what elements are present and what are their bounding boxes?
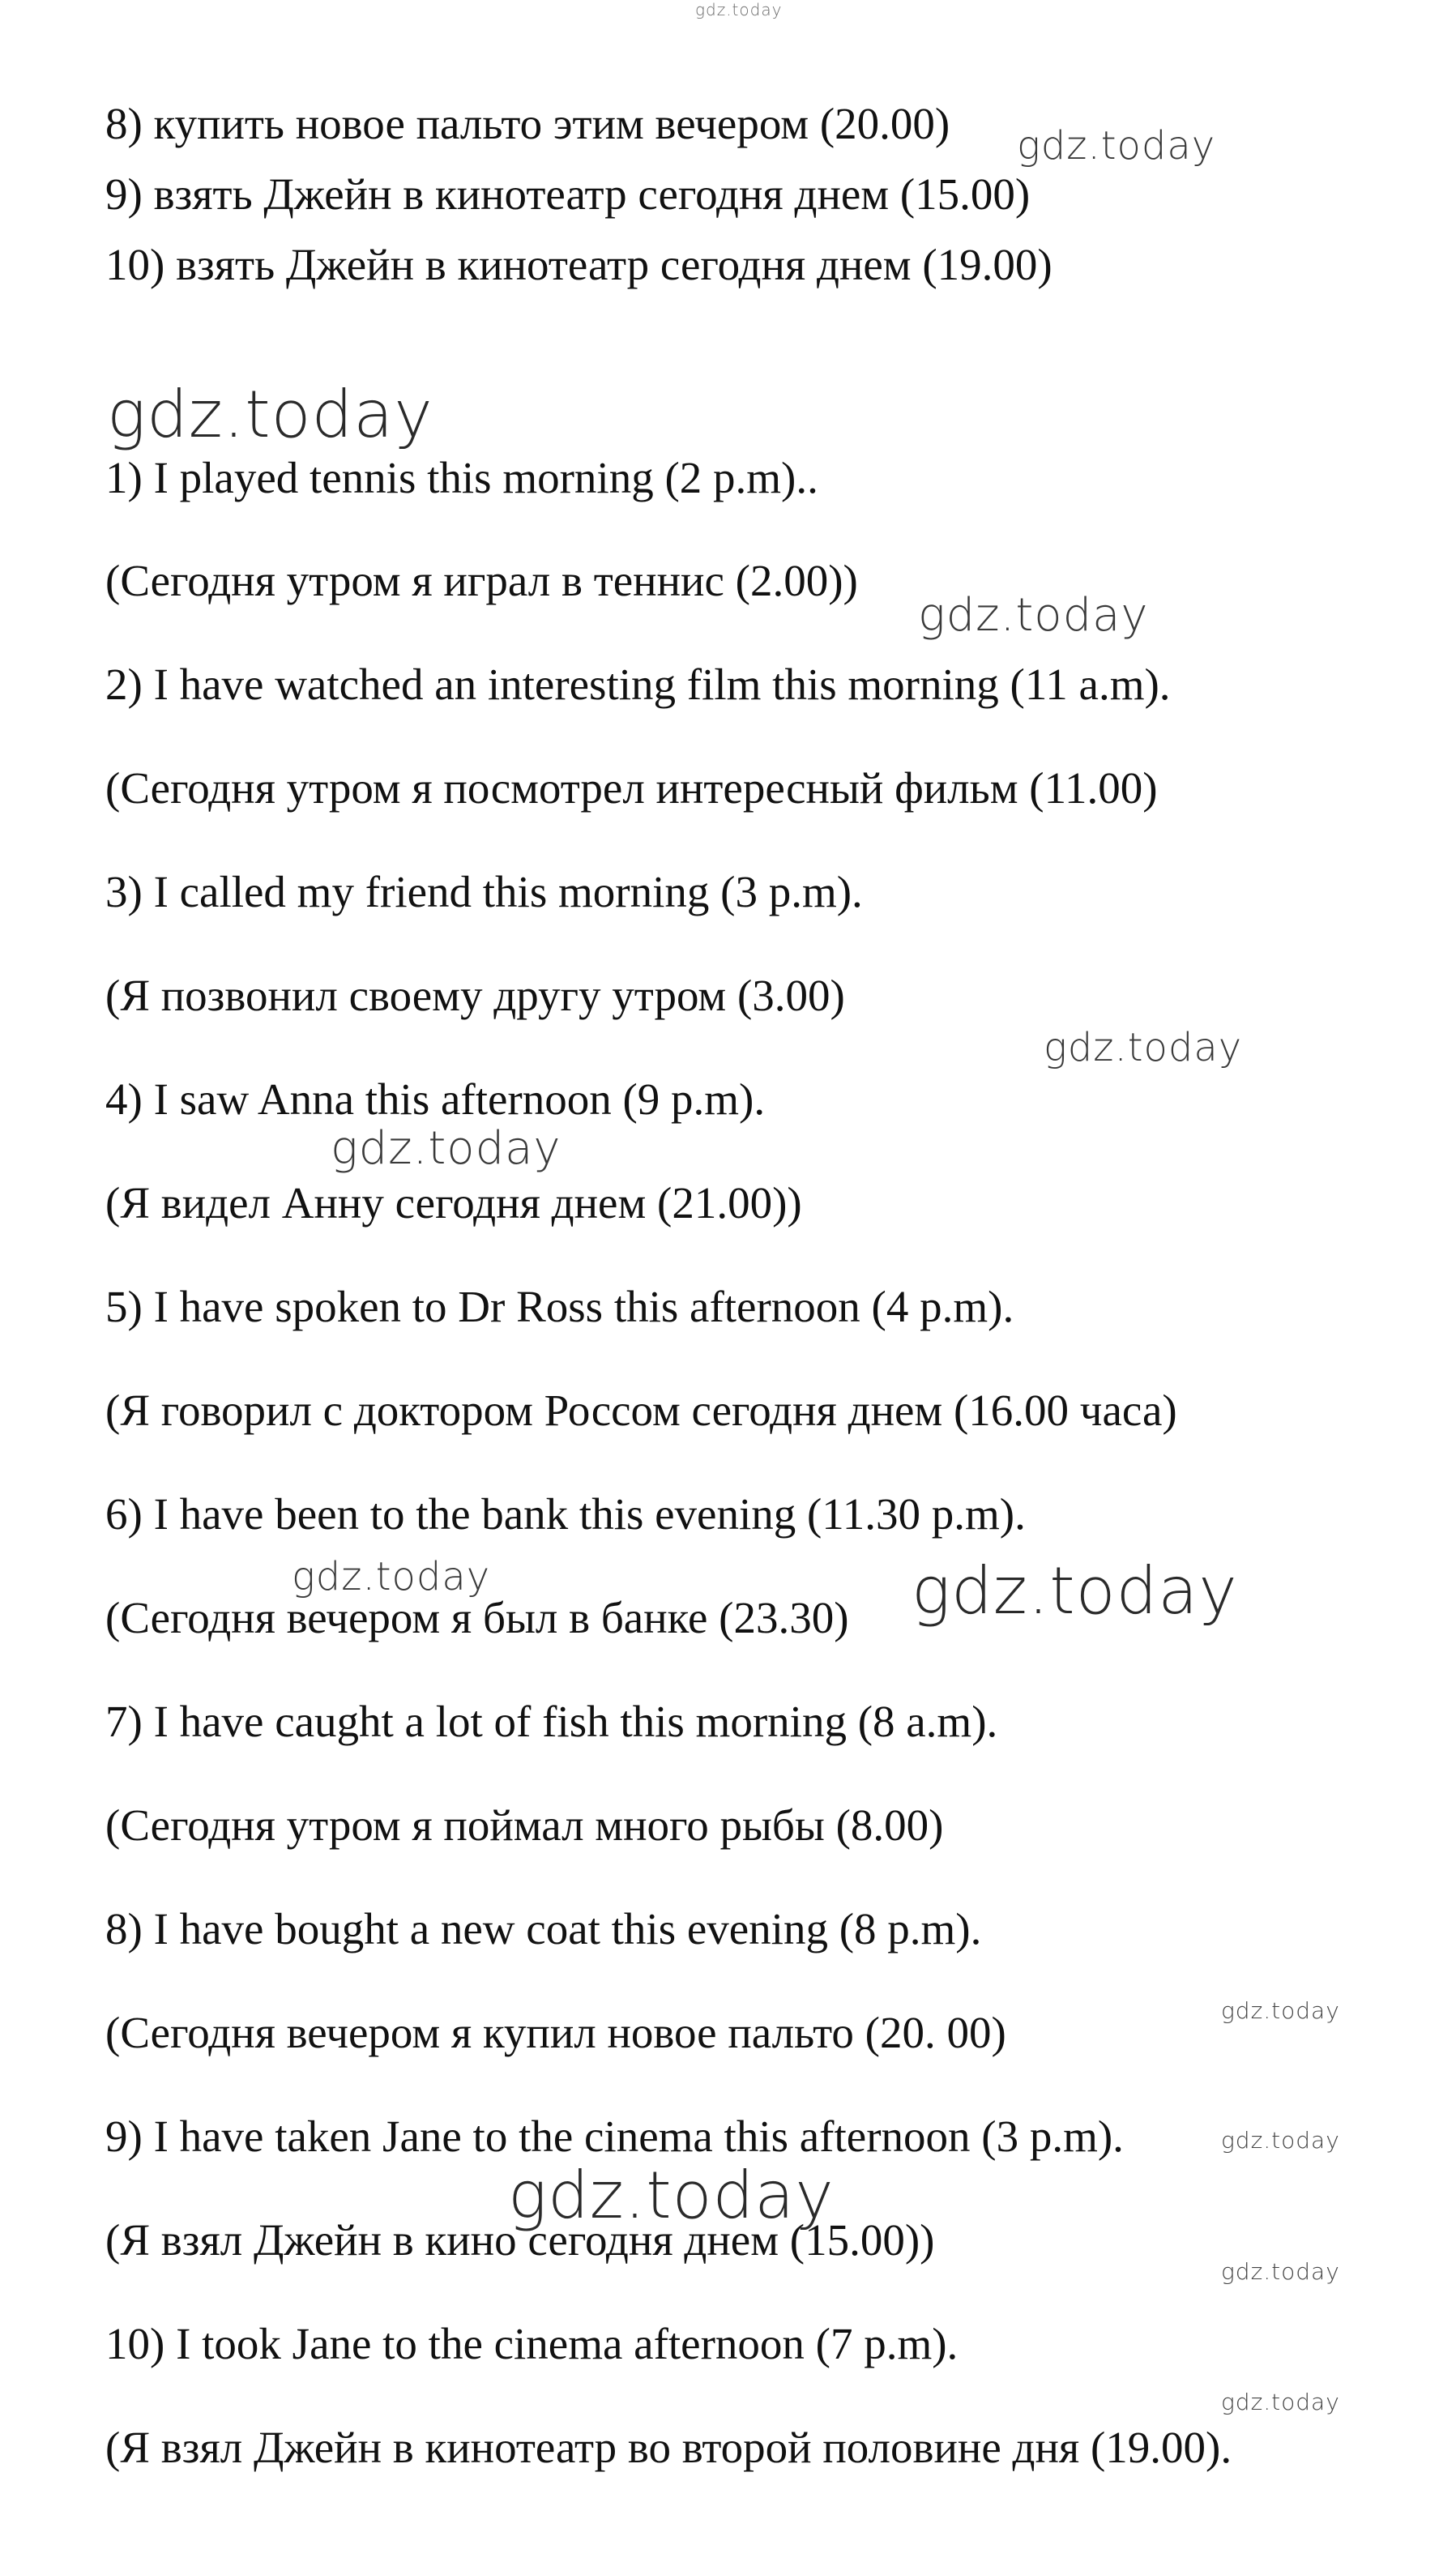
answer-en: 6) I have been to the bank this evening (11.30 p.m). [105, 1489, 1026, 1539]
watermark: gdz.today [912, 1553, 1238, 1629]
watermark: gdz.today [331, 1122, 561, 1175]
answer-en: 9) I have taken Jane to the cinema this afternoon (3 p.m). [105, 2112, 1124, 2161]
watermark: gdz.today [695, 0, 783, 19]
watermark: gdz.today [918, 589, 1149, 642]
answer-ru: (Я позвонил своему другу утром (3.00) [105, 971, 845, 1020]
answer-en: 1) I played tennis this morning (2 p.m).. [105, 453, 818, 502]
watermark: gdz.today [1221, 2127, 1340, 2154]
answer-ru: (Я говорил с доктором Россом сегодня днем (16.00 часа) [105, 1386, 1177, 1435]
answer-en: 7) I have caught a lot of fish this morning (8 a.m). [105, 1697, 998, 1746]
answer-en: 10) I took Jane to the cinema afternoon (7 p.m). [105, 2319, 959, 2368]
watermark: gdz.today [1221, 2258, 1340, 2285]
watermark: gdz.today [1017, 123, 1216, 169]
answer-ru: (Я видел Анну сегодня днем (21.00)) [105, 1178, 802, 1228]
answer-en: 5) I have spoken to Dr Ross this afternoon (4 p.m). [105, 1282, 1014, 1331]
answer-ru: (Сегодня вечером я купил новое пальто (20. 00) [105, 2008, 1006, 2057]
answer-ru: (Сегодня утром я посмотрел интересный фильм (11.00) [105, 763, 1158, 813]
watermark: gdz.today [292, 1554, 491, 1599]
watermark: gdz.today [508, 2158, 835, 2233]
answer-en: 8) I have bought a new coat this evening (8 p.m). [105, 1904, 982, 1954]
task-line: 8) купить новое пальто этим вечером (20.00) [105, 99, 950, 148]
answer-en: 4) I saw Anna this afternoon (9 p.m). [105, 1074, 766, 1124]
answer-ru: (Сегодня утром я играл в теннис (2.00)) [105, 556, 858, 605]
watermark: gdz.today [1044, 1025, 1243, 1070]
task-line: 10) взять Джейн в кинотеатр сегодня днем (19.00) [105, 240, 1053, 289]
answer-en: 3) I called my friend this morning (3 p.m). [105, 867, 863, 916]
task-line: 9) взять Джейн в кинотеатр сегодня днем (15.00) [105, 169, 1031, 219]
watermark: gdz.today [107, 377, 433, 452]
answer-ru: (Я взял Джейн в кинотеатр во второй половине дня (19.00). [105, 2423, 1232, 2472]
answer-ru: (Я взял Джейн в кино сегодня днем (15.00)) [105, 2215, 935, 2265]
answer-ru: (Сегодня вечером я был в банке (23.30) [105, 1593, 849, 1642]
answer-en: 2) I have watched an interesting film this morning (11 a.m). [105, 660, 1171, 709]
answer-ru: (Сегодня утром я поймал много рыбы (8.00) [105, 1800, 944, 1850]
watermark: gdz.today [1221, 1997, 1340, 2024]
watermark: gdz.today [1221, 2389, 1340, 2415]
